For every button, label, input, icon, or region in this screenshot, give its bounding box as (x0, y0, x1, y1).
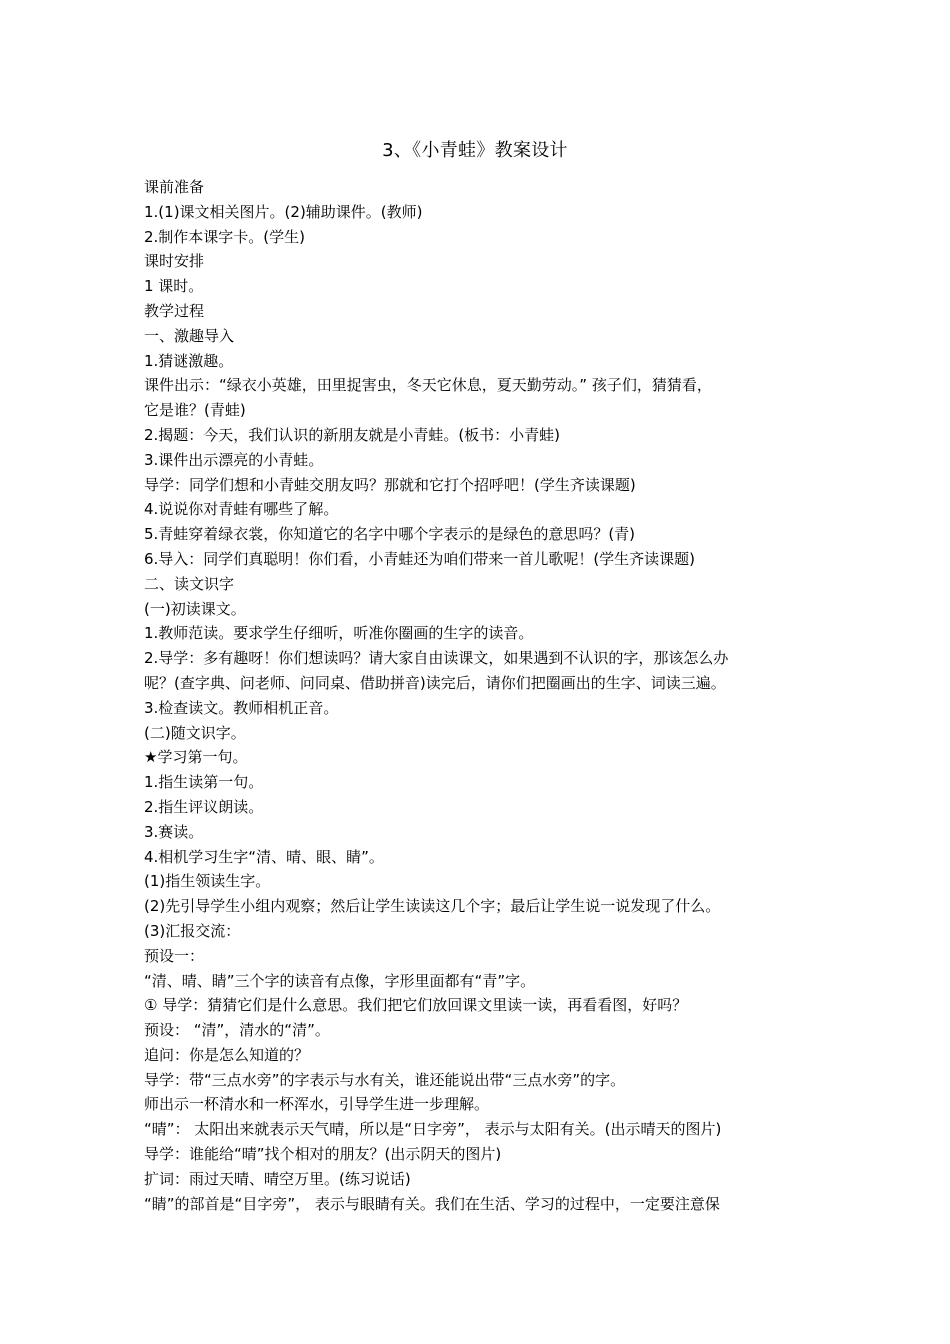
text-line: 课前准备 (144, 178, 205, 196)
text-line: 追问：你是怎么知道的？ (144, 1045, 310, 1064)
text-line: 3.课件出示漂亮的小青蛙。 (144, 450, 324, 469)
text-line: (二)随文识字。 (144, 723, 246, 742)
text-line: 6.导入：同学们真聪明！你们看，小青蛙还为咱们带来一首儿歌呢！(学生齐读课题) (144, 549, 696, 568)
text-line: ★学习第一句。 (144, 748, 248, 767)
text-line: 扩词：雨过天晴、晴空万里。(练习说话) (144, 1169, 411, 1188)
text-line: 呢？(查字典、问老师、问同桌、借助拼音)读完后，请你们把圈画出的生字、词读三遍。 (144, 673, 726, 692)
text-line: 1 课时。 (144, 277, 204, 296)
text-line: 4.相机学习生字“清、晴、眼、睛”。 (144, 847, 384, 866)
text-line: 导学：带“三点水旁”的字表示与水有关，谁还能说出带“三点水旁”的字。 (144, 1070, 626, 1089)
text-line: 1.猜谜激趣。 (144, 351, 234, 370)
text-line: 1.指生读第一句。 (144, 773, 264, 792)
text-line: 教学过程 (144, 301, 205, 320)
text-line: 一、激趣导入 (144, 326, 235, 345)
text-line: “晴”： 太阳出来就表示天气晴，所以是“日字旁”， 表示与太阳有关。(出示晴天的图片) (144, 1120, 722, 1139)
text-line: 预设： “清”，清水的“清”。 (144, 1021, 330, 1040)
text-line: 导学：同学们想和小青蛙交朋友吗？那就和它打个招呼吧！(学生齐读课题) (144, 475, 636, 494)
text-line: 2.制作本课字卡。(学生) (144, 227, 306, 246)
text-line: 2.揭题：今天，我们认识的新朋友就是小青蛙。(板书：小青蛙) (144, 425, 561, 444)
text-line: ① 导学：猜猜它们是什么意思。我们把它们放回课文里读一读，再看看图，好吗？ (144, 996, 688, 1015)
text-line: 二、读文识字 (144, 574, 235, 593)
text-line: 2.导学：多有趣呀！你们想读吗？请大家自由读课文，如果遇到不认识的字，那该怎么办 (144, 649, 729, 668)
text-line: 1.(1)课文相关图片。(2)辅助课件。(教师) (144, 202, 423, 221)
text-line: “睛”的部首是“目字旁”， 表示与眼睛有关。我们在生活、学习的过程中，一定要注意保 (144, 1194, 720, 1213)
text-line: 3.赛读。 (144, 822, 204, 841)
text-line: 课时安排 (144, 252, 205, 271)
text-line: 3.检查读文。教师相机正音。 (144, 698, 339, 717)
text-line: 2.指生评议朗读。 (144, 797, 264, 816)
text-line: 1.教师范读。要求学生仔细听，听准你圈画的生字的读音。 (144, 624, 534, 643)
text-line: 它是谁？(青蛙) (144, 401, 246, 420)
text-line: (3)汇报交流： (144, 921, 241, 940)
text-line: 课件出示：“绿衣小英雄，田里捉害虫，冬天它休息，夏天勤劳动。” 孩子们，猜猜看， (144, 376, 712, 395)
document-title: 3、《小青蛙》教案设计 (382, 140, 568, 161)
text-line: (2)先引导学生小组内观察；然后让学生读读这几个字；最后让学生说一说发现了什么。 (144, 897, 721, 916)
text-line: 师出示一杯清水和一杯浑水，引导学生进一步理解。 (144, 1095, 490, 1114)
text-line: 预设一： (144, 946, 205, 965)
text-line: 导学：谁能给“晴”找个相对的朋友？(出示阴天的图片) (144, 1145, 502, 1164)
text-line: 5.青蛙穿着绿衣裳，你知道它的名字中哪个字表示的是绿色的意思吗？(青) (144, 525, 636, 544)
text-line: “清、晴、睛”三个字的读音有点像，字形里面都有“青”字。 (144, 971, 536, 990)
text-line: 4.说说你对青蛙有哪些了解。 (144, 500, 339, 519)
text-line: (一)初读课文。 (144, 599, 246, 618)
text-line: (1)指生领读生字。 (144, 872, 271, 891)
document-body (144, 175, 808, 1216)
